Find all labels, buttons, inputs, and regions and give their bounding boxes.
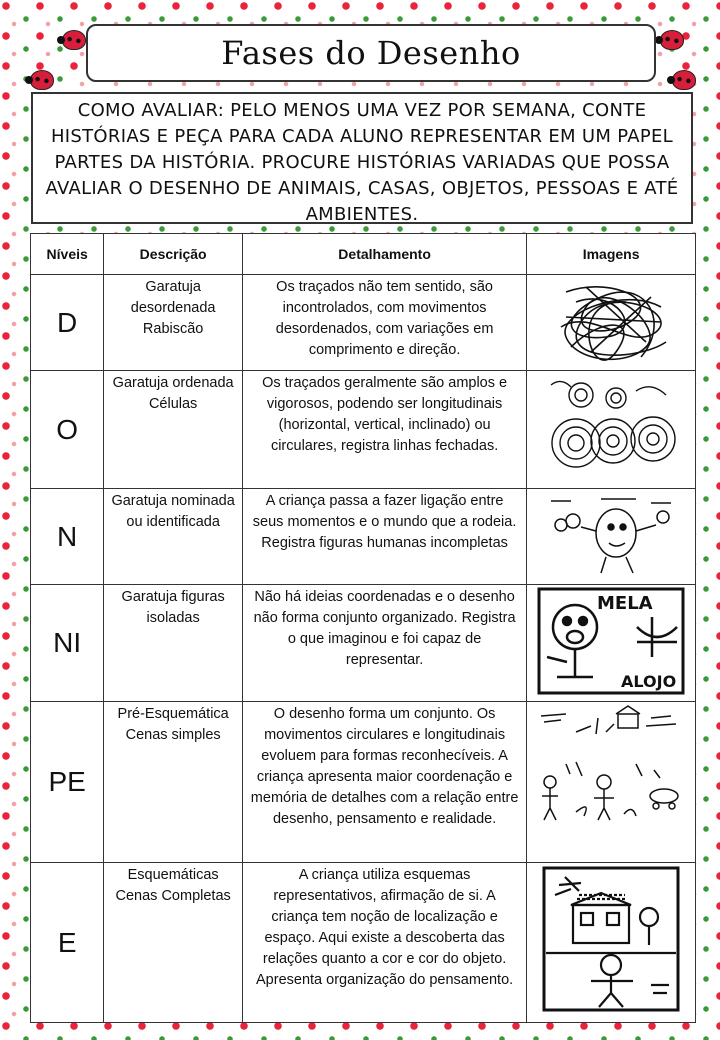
instructions-text: COMO AVALIAR: PELO MENOS UMA VEZ POR SEMANA, CONTE HISTÓRIAS E PEÇA PARA CADA ALUNO REPRESENTAR EM UM PAPEL PARTES DA HISTÓRIA. PROCURE HISTÓRIAS VARIADAS QUE POSSA AVALIAR O DESENHO DE ANIMAIS, CASAS, OBJETOS, PESSOAS E ATÉ AMBIENTES. [31,92,693,224]
header-detail: Detalhamento [242,234,526,275]
drawing-image [527,702,696,863]
phases-table [30,233,696,1023]
header-levels: Níveis [31,234,104,275]
table-row [31,371,696,489]
level-description: Garatuja ordenada Células [104,371,243,489]
level-description: Garatuja desordenada Rabiscão [104,275,243,371]
ladybug-icon [30,70,54,90]
drawing-image [527,275,696,371]
table-row [31,489,696,585]
level-code: D [31,275,104,371]
table-row [31,702,696,863]
level-detail: Não há ideias coordenadas e o desenho não forma conjunto organizado. Registra o que imaginou e foi capaz de representar. [242,585,526,702]
level-code: NI [31,585,104,702]
scribble-drawing [546,277,676,365]
level-code: E [31,863,104,1023]
simple-scene-drawing [536,704,686,824]
table-header-row [31,234,696,275]
level-description: Esquemáticas Cenas Completas [104,863,243,1023]
ladybug-icon [62,30,86,50]
level-detail: A criança passa a fazer ligação entre seus momentos e o mundo que a rodeia. Registra figuras humanas incompletas [242,489,526,585]
level-description: Pré-Esquemática Cenas simples [104,702,243,863]
isolated-figures-drawing [537,587,685,695]
level-code: O [31,371,104,489]
level-detail: O desenho forma um conjunto. Os movimentos circulares e longitudinais evoluem para formas reconhecíveis. A criança apresenta maior coordenação e memória de detalhes com a relação entre desenho, pensamento e realidade. [242,702,526,863]
level-code: PE [31,702,104,863]
level-detail: Os traçados não tem sentido, são incontrolados, com movimentos desordenados, com variações em comprimento e direção. [242,275,526,371]
figures-drawing [541,491,681,577]
level-detail: A criança utiliza esquemas representativos, afirmação de si. A criança tem noção de localização e espaço. Aqui existe a descoberta das relações quanto a cor e cor do objeto. Apresenta organização do pensamento. [242,863,526,1023]
page-title: Fases do Desenho [86,24,656,82]
drawing-image [527,489,696,585]
level-description: Garatuja nominada ou identificada [104,489,243,585]
drawing-text: ALOJO [621,672,677,691]
ladybug-icon [660,30,684,50]
table-row [31,275,696,371]
header-images: Imagens [527,234,696,275]
drawing-text: MELA [597,593,653,614]
table-row [31,863,696,1023]
circles-drawing [541,373,681,481]
level-code: N [31,489,104,585]
drawing-image [527,371,696,489]
ladybug-icon [672,70,696,90]
complete-scene-drawing [541,865,681,1013]
drawing-image [527,863,696,1023]
table-row [31,585,696,702]
level-detail: Os traçados geralmente são amplos e vigorosos, podendo ser longitudinais (horizontal, vertical, inclinado) ou circulares, registra linhas fechadas. [242,371,526,489]
header-description: Descrição [104,234,243,275]
level-description: Garatuja figuras isoladas [104,585,243,702]
drawing-image [527,585,696,702]
